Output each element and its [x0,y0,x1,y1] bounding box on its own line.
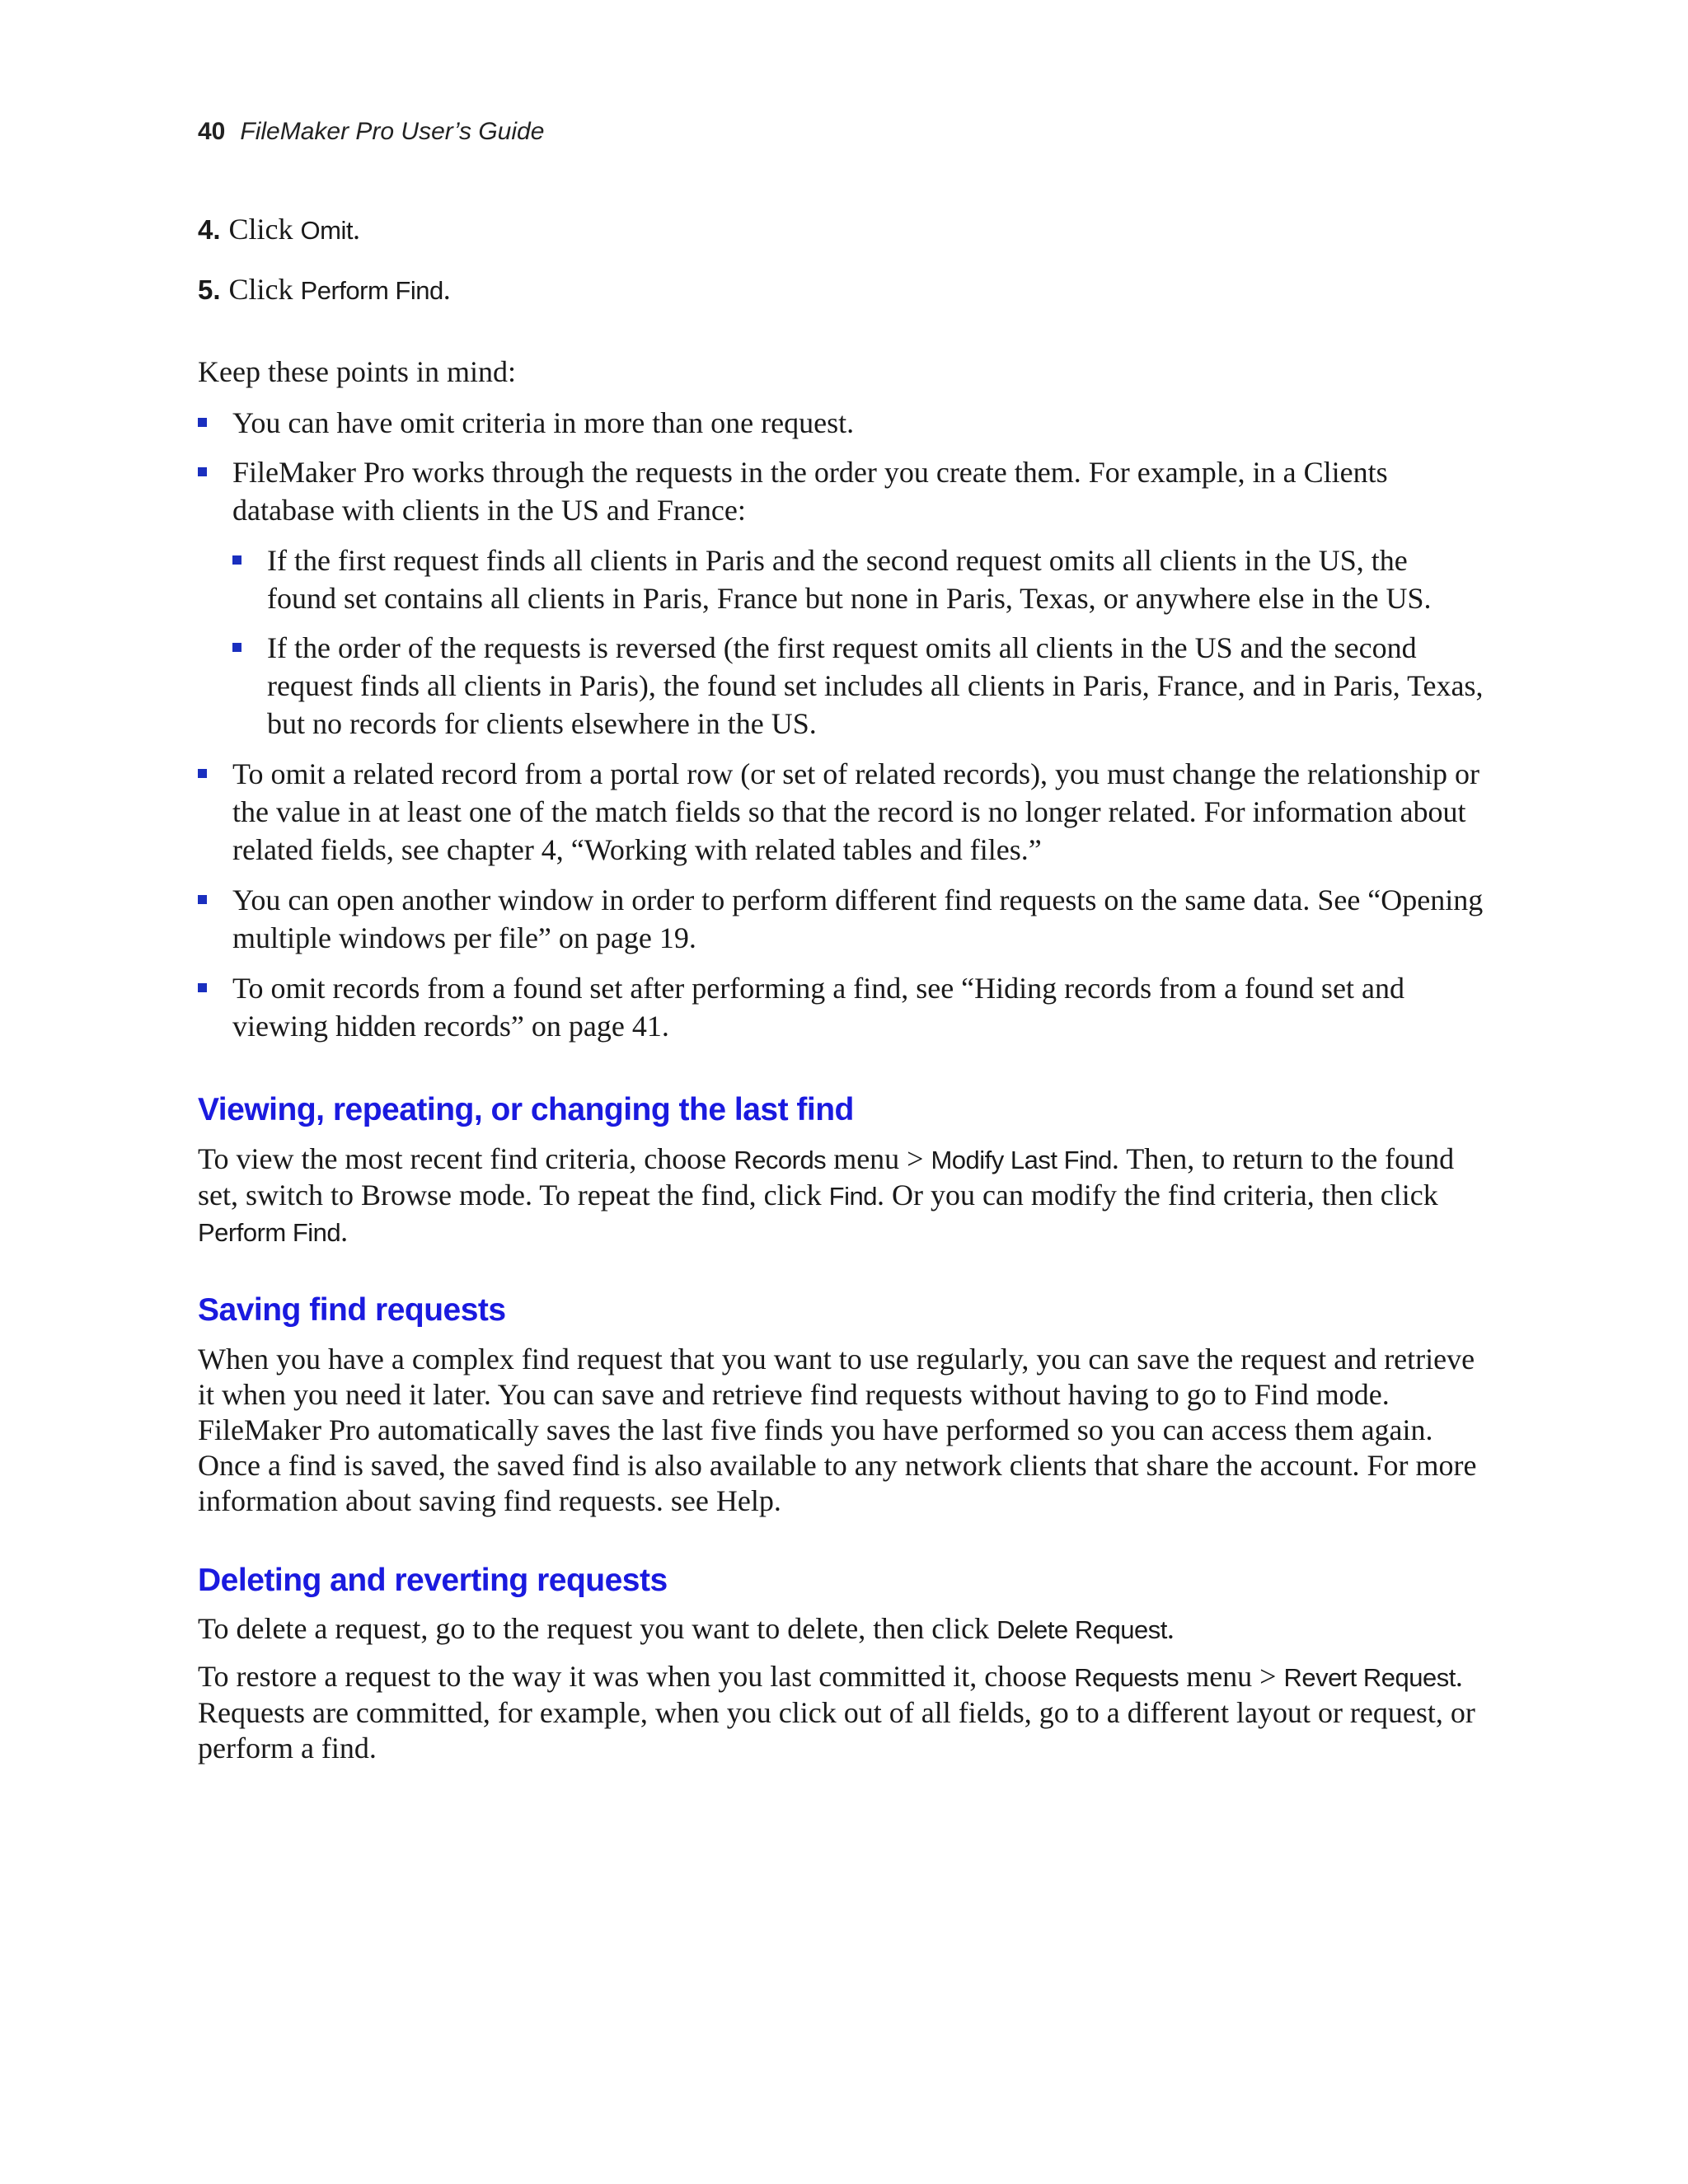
step-number: 5. [198,274,221,305]
section-body-deleting-1 [198,1611,1484,1647]
intro-text: Keep these points in mind: [198,355,516,388]
body-text: . Or you can modify the find criteria, then click [876,1179,1438,1212]
section-heading-saving: Saving find requests [198,1292,506,1328]
section-body-viewing [198,1141,1484,1250]
bullet-square-icon [198,769,207,778]
step-text: Click [228,213,301,246]
body-text: menu > [826,1142,931,1175]
section-body-deleting-2 [198,1659,1484,1766]
ui-term-records: Records [734,1146,827,1174]
ui-term-revert-request: Revert Request [1283,1663,1456,1692]
body-text: . [340,1215,349,1248]
body-text: . Requests are committed, for example, when you click out of all fields, go to a different layout or request, or perform a find. [198,1660,1475,1765]
ui-term-perform-find: Perform Find [198,1218,341,1247]
bullet-text: To omit a related record from a portal row (or set of related records), you must change the relationship or the value in at least one of the match fields so that the record is no longer related. For information about related fields, see chapter 4, “Working with related tables and files.” [232,757,1479,866]
ui-term-find: Find [828,1182,877,1211]
bullet-text: If the first request finds all clients in Paris and the second request omits all clients in the US, the found set contains all clients in Paris, France but none in Paris, Texas, or anywhere else in the US. [267,544,1432,615]
bullet-item [198,881,1484,957]
body-text: To restore a request to the way it was when you last committed it, choose [198,1660,1075,1693]
ui-term-requests: Requests [1074,1663,1179,1692]
section-heading-deleting: Deleting and reverting requests [198,1563,668,1598]
step-punct: . [352,213,360,246]
bullet-square-icon [198,895,207,904]
step-number: 4. [198,214,221,245]
ui-term-delete-request: Delete Request [996,1615,1167,1644]
page-number: 40 [198,118,226,145]
bullet-square-icon [198,418,207,427]
bullet-item [198,755,1484,869]
ui-term-omit: Omit [300,216,353,245]
bullet-item [198,453,1484,529]
bullet-text: You can open another window in order to perform different find requests on the same data. See “Opening multiple windows per file” on page 19. [232,883,1484,954]
step-4 [198,210,360,250]
bullet-item [198,404,1484,442]
body-text: menu > [1179,1660,1284,1693]
bullet-text: FileMaker Pro works through the requests in the order you create them. For example, in a Clients database with clients in the US and France: [232,456,1388,527]
bullet-text: You can have omit criteria in more than one request. [232,406,855,439]
bullet-square-icon [232,555,241,565]
bullet-text: To omit records from a found set after performing a find, see “Hiding records from a found set and viewing hidden records” on page 41. [232,972,1405,1043]
bullet-square-icon [232,643,241,652]
section-heading-viewing: Viewing, repeating, or changing the last find [198,1092,854,1127]
bullet-item [198,969,1484,1045]
bullet-text: If the order of the requests is reversed (the first request omits all clients in the US and the second request finds all clients in Paris), the found set includes all clients in Paris, France, and in Paris, Texas, but no records for clients elsewhere in the US. [267,631,1484,740]
ui-term-perform-find: Perform Find [300,276,443,305]
step-5 [198,270,451,310]
body-text: . [1166,1612,1175,1645]
bullet-square-icon [198,983,207,992]
sub-bullet-item [232,629,1484,743]
running-header [198,115,544,148]
sub-bullet-item [232,541,1484,617]
step-punct: . [443,273,451,306]
body-text: To delete a request, go to the request you want to delete, then click [198,1612,997,1645]
body-text: To view the most recent find criteria, choose [198,1142,734,1175]
guide-title: FileMaker Pro User’s Guide [240,118,545,145]
body-text: . Then, to return to the found set, switch to Browse mode. To repeat the find, click [198,1142,1455,1212]
ui-term-modify-last-find: Modify Last Find [931,1146,1112,1174]
step-text: Click [228,273,301,306]
bullet-square-icon [198,467,207,476]
section-body-saving: When you have a complex find request that you want to use regularly, you can save the request and retrieve it when you need it later. You can save and retrieve find requests without having to go to Find mode. FileMaker Pro automatically saves the last five finds you have performed so you can access them again. Once a find is saved, the saved find is also available to any network clients that share the account. For more information about saving find requests. see Help. [198,1343,1477,1517]
